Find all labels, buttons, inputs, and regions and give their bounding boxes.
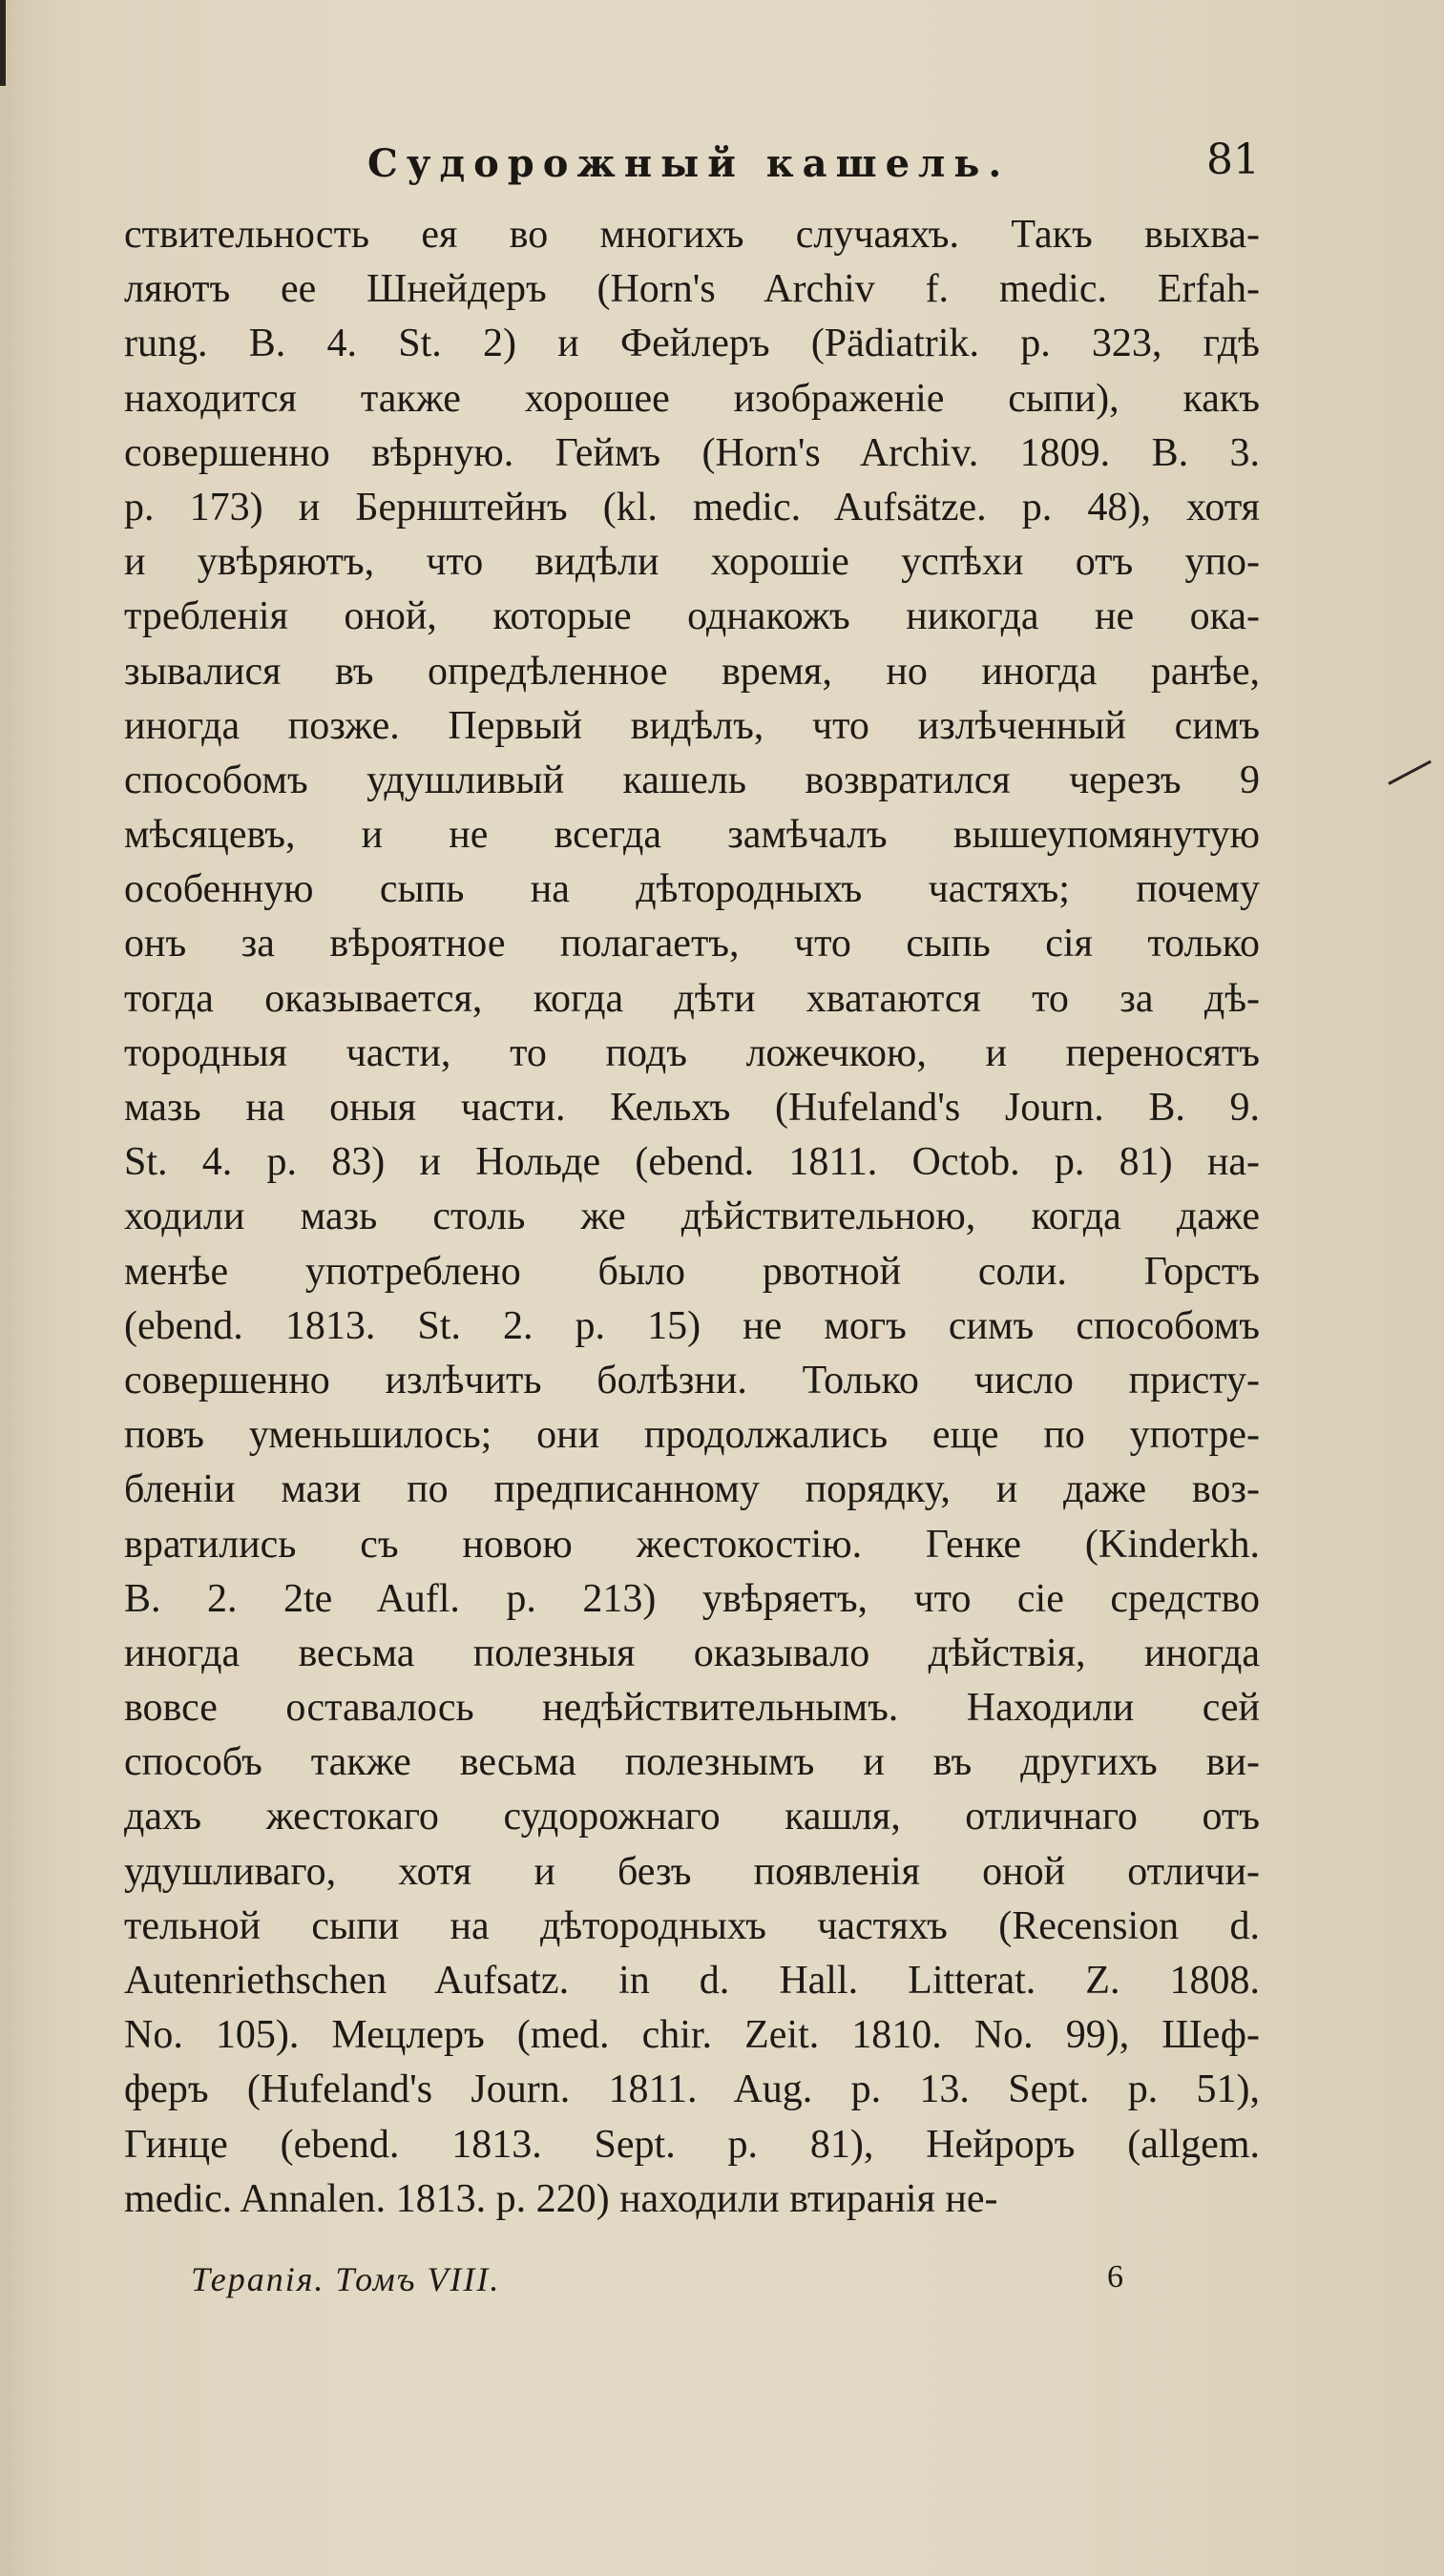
text-line: способомъ удушливый кашель возвратился черезъ 9 — [124, 758, 1260, 802]
text-line: p. 173) и Бернштейнъ (kl. medic. Aufsätze. p. 48), хотя — [124, 485, 1260, 530]
sheet-number: 6 — [1107, 2259, 1123, 2295]
text-line: мѣсяцевъ, и не всегда замѣчалъ вышеупомянутую — [124, 813, 1260, 858]
text-line: зывалися въ опредѣленное время, но иногда ранѣе, — [124, 649, 1260, 694]
printer-signature: Терапія. Томъ VIII. — [191, 2260, 501, 2298]
text-line: менѣе употреблено было рвотной соли. Горстъ — [124, 1249, 1260, 1294]
spine-shadow — [0, 0, 6, 86]
text-line: (ebend. 1813. St. 2. p. 15) не могъ симъ способомъ — [124, 1303, 1260, 1348]
text-line: бленіи мази по предписанному порядку, и даже воз- — [124, 1467, 1260, 1512]
margin-pen-mark — [1388, 760, 1432, 785]
text-line: ляютъ ее Шнейдеръ (Horn's Archiv f. medic. Erfah- — [124, 267, 1260, 312]
text-line: удушливаго, хотя и безъ появленія оной отличи- — [124, 1849, 1260, 1894]
text-line: St. 4. p. 83) и Нольде (ebend. 1811. Octob. p. 81) на- — [124, 1140, 1260, 1185]
page-footer — [191, 2259, 1145, 2307]
page-header — [124, 135, 1260, 198]
text-line: совершенно излѣчить болѣзни. Только число присту- — [124, 1358, 1260, 1402]
text-line: тельной сыпи на дѣтородныхъ частяхъ (Recension d. — [124, 1903, 1260, 1948]
text-line: тогда оказывается, когда дѣти хватаются то за дѣ- — [124, 976, 1260, 1021]
text-line: No. 105). Мецлеръ (med. chir. Zeit. 1810. No. 99), Шеф- — [124, 2013, 1260, 2058]
text-line: совершенно вѣрную. Геймъ (Horn's Archiv. 1809. B. 3. — [124, 430, 1260, 475]
text-line: тородныя части, то подъ ложечкою, и переносятъ — [124, 1030, 1260, 1075]
text-line: находится также хорошее изображеніе сыпи), какъ — [124, 376, 1260, 421]
text-line: и увѣряютъ, что видѣли хорошіе успѣхи отъ упо- — [124, 540, 1260, 585]
text-line: требленія оной, которые однакожъ никогда не ока- — [124, 594, 1260, 639]
text-line: Гинце (ebend. 1813. Sept. p. 81), Нейроръ (allgem. — [124, 2122, 1260, 2167]
running-title: Судорожный кашель. — [367, 141, 1011, 186]
text-line: онъ за вѣроятное полагаетъ, что сыпь сія только — [124, 922, 1260, 966]
text-line: дахъ жестокаго судорожнаго кашля, отличнаго отъ — [124, 1795, 1260, 1839]
text-line: феръ (Hufeland's Journ. 1811. Aug. p. 13. Sept. p. 51), — [124, 2067, 1260, 2112]
text-line: B. 2. 2te Aufl. p. 213) увѣряетъ, что сіе средство — [124, 1576, 1260, 1621]
text-line: medic. Annalen. 1813. p. 220) находили втиранія не- — [124, 2176, 998, 2221]
text-line: ствительность ея во многихъ случаяхъ. Такъ выхва- — [124, 213, 1260, 257]
text-line: Autenriethschen Aufsatz. in d. Hall. Litterat. Z. 1808. — [124, 1959, 1260, 2003]
text-line: вратились съ новою жестокостію. Генке (Kinderkh. — [124, 1522, 1260, 1567]
body-text — [124, 208, 1260, 2227]
page-number: 81 — [1206, 135, 1260, 184]
text-line: иногда весьма полезныя оказывало дѣйствія, иногда — [124, 1631, 1260, 1675]
text-line: ходили мазь столь же дѣйствительною, когда даже — [124, 1195, 1260, 1239]
text-line: повъ уменьшилось; они продолжались еще по употре- — [124, 1413, 1260, 1458]
text-line: особенную сыпь на дѣтородныхъ частяхъ; почему — [124, 867, 1260, 912]
text-line: способъ также весьма полезнымъ и въ другихъ ви- — [124, 1740, 1260, 1785]
text-line: rung. B. 4. St. 2) и Фейлеръ (Pädiatrik. p. 323, гдѣ — [124, 322, 1260, 366]
text-line: мазь на оныя части. Кельхъ (Hufeland's Journ. B. 9. — [124, 1086, 1260, 1130]
text-line: вовсе оставалось недѣйствительнымъ. Находили сей — [124, 1686, 1260, 1731]
text-line: иногда позже. Первый видѣлъ, что излѣченный симъ — [124, 703, 1260, 748]
